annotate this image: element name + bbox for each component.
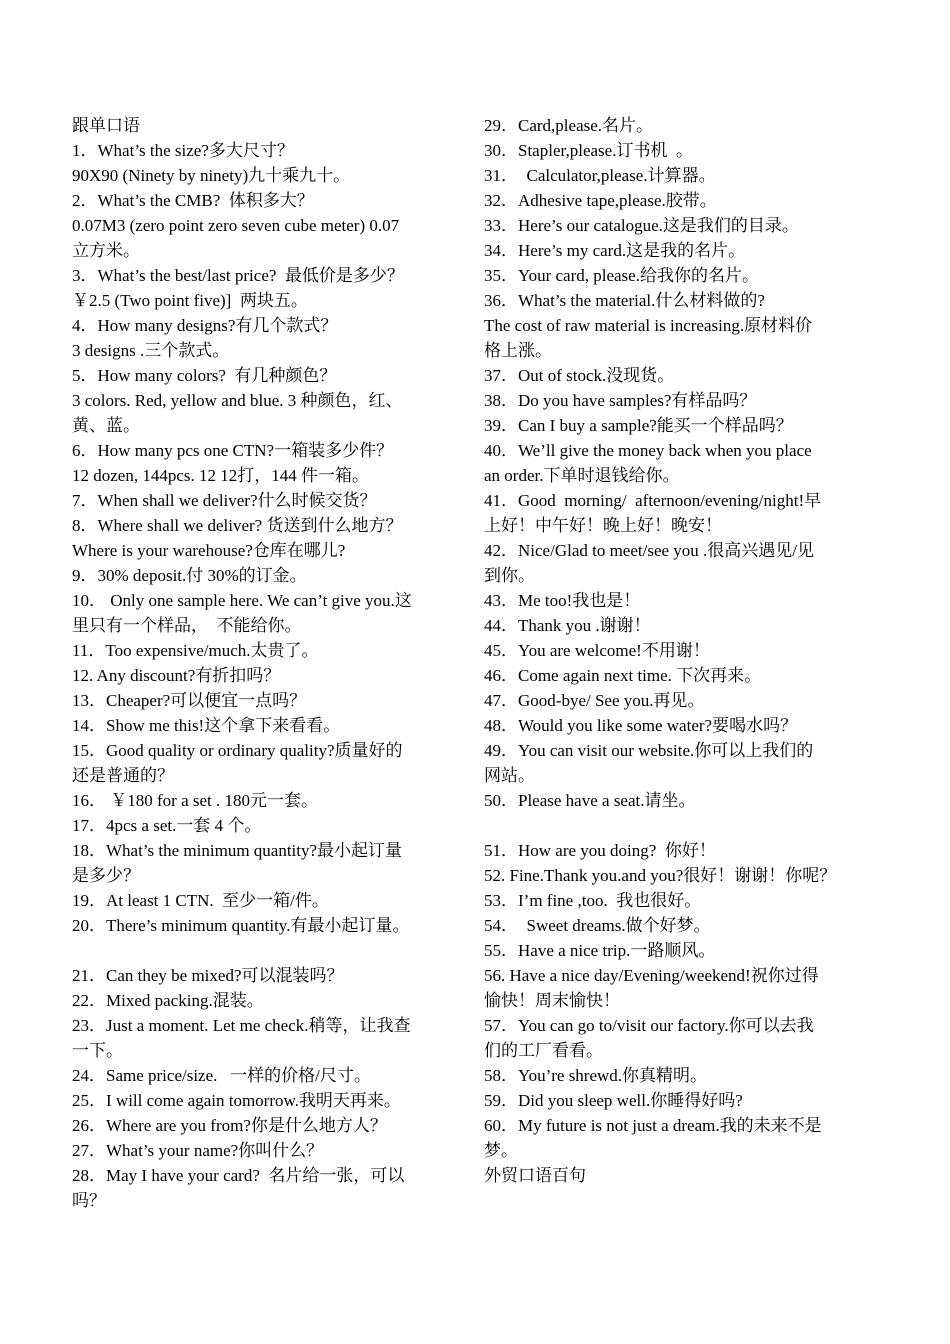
- right-column-line: 48．Would you like some water?要喝水吗？: [484, 716, 798, 735]
- right-column-line: 52. Fine.Thank you.and you?很好！谢谢！你呢？: [484, 866, 837, 885]
- left-column-line: 22．Mixed packing.混装。: [72, 991, 264, 1010]
- right-column-line: 56. Have a nice day/Evening/weekend!祝你过得: [484, 966, 819, 985]
- right-column-line: 37．Out of stock.没现货。: [484, 366, 675, 385]
- left-column-line: 吗？: [72, 1191, 106, 1210]
- left-column-line: 10． Only one sample here. We can’t give you.这: [72, 591, 412, 610]
- right-column-line: 愉快！周末愉快！: [484, 991, 620, 1010]
- right-column-line: 35．Your card, please.给我你的名片。: [484, 266, 759, 285]
- left-column-line: 4．How many designs?有几个款式？: [72, 316, 338, 335]
- right-column-line: 58．You’re shrewd.你真精明。: [484, 1066, 708, 1085]
- right-column-line: 29．Card,please.名片。: [484, 116, 654, 135]
- left-column-line: 3 designs .三个款式。: [72, 341, 230, 360]
- right-column-line: 41．Good morning/ afternoon/evening/night!早: [484, 491, 822, 510]
- right-column-line: 46．Come again next time. 下次再来。: [484, 666, 762, 685]
- left-column-line: 0.07M3 (zero point zero seven cube meter) 0.07: [72, 216, 400, 235]
- left-column-line: 24．Same price/size. 一样的价格/尺寸。: [72, 1066, 371, 1085]
- left-column-line: 12 dozen, 144pcs. 12 12打，144 件一箱。: [72, 466, 370, 485]
- left-column-line: [72, 938, 455, 963]
- left-column-line: 27．What’s your name?你叫什么？: [72, 1141, 324, 1160]
- left-column-line: 是多少？: [72, 866, 140, 885]
- right-column-line: 51．How are you doing? 你好！: [484, 841, 716, 860]
- right-column-line: 43．Me too!我也是！: [484, 591, 641, 610]
- right-column-line: 53．I’m fine ,too. 我也很好。: [484, 891, 702, 910]
- left-column-line: 19．At least 1 CTN. 至少一箱/件。: [72, 891, 329, 910]
- right-column-line: 60．My future is not just a dream.我的未来不是: [484, 1116, 822, 1135]
- left-column-line: 1．What’s the size?多大尺寸？: [72, 141, 294, 160]
- right-column-line: 32．Adhesive tape,please.胶带。: [484, 191, 717, 210]
- right-column-line: 格上涨。: [484, 341, 552, 360]
- left-column-line: 90X90 (Ninety by ninety)九十乘九十。: [72, 166, 351, 185]
- right-column-line: 57．You can go to/visit our factory.你可以去我: [484, 1016, 814, 1035]
- right-column-line: 38．Do you have samples?有样品吗？: [484, 391, 757, 410]
- right-column-line: 55．Have a nice trip.一路顺风。: [484, 941, 716, 960]
- left-column-line: 8．Where shall we deliver? 货送到什么地方？: [72, 516, 403, 535]
- right-column-line: 们的工厂看看。: [484, 1041, 603, 1060]
- right-column-line: 54． Sweet dreams.做个好梦。: [484, 916, 711, 935]
- right-column-line: 33．Here’s our catalogue.这是我们的目录。: [484, 216, 799, 235]
- right-column: [484, 113, 868, 1188]
- right-column-line: 31． Calculator,please.计算器。: [484, 166, 716, 185]
- left-column-line: 7．When shall we deliver?什么时候交货？: [72, 491, 377, 510]
- right-column-line: 49．You can visit our website.你可以上我们的: [484, 741, 814, 760]
- right-column-line: 45．You are welcome!不用谢！: [484, 641, 710, 660]
- left-column-line: 13．Cheaper?可以便宜一点吗？: [72, 691, 307, 710]
- right-column-line: 40．We’ll give the money back when you place: [484, 441, 812, 460]
- left-column-line: 20．There’s minimum quantity.有最小起订量。: [72, 916, 410, 935]
- left-column-line: 14．Show me this!这个拿下来看看。: [72, 716, 341, 735]
- left-column-line: Where is your warehouse?仓库在哪儿?: [72, 541, 346, 560]
- right-column-line: The cost of raw material is increasing.原材料价: [484, 316, 813, 335]
- right-column-line: 47．Good-bye/ See you.再见。: [484, 691, 705, 710]
- left-column-line: 12. Any discount?有折扣吗？: [72, 666, 281, 685]
- left-column-line: 2．What’s the CMB? 体积多大？: [72, 191, 314, 210]
- left-column-line: 15．Good quality or ordinary quality?质量好的: [72, 741, 403, 760]
- right-column-line: 30．Stapler,please.订书机 。: [484, 141, 693, 160]
- left-column-line: 23．Just a moment. Let me check.稍等，让我查: [72, 1016, 411, 1035]
- left-column-line: 6．How many pcs one CTN?一箱装多少件？: [72, 441, 394, 460]
- left-column-line: 立方米。: [72, 241, 140, 260]
- left-column-line: 跟单口语: [72, 116, 140, 135]
- left-column-line: 3 colors. Red, yellow and blue. 3 种颜色，红、: [72, 391, 403, 410]
- right-column-line: 到你。: [484, 566, 535, 585]
- right-column-line: 39．Can I buy a sample?能买一个样品吗？: [484, 416, 793, 435]
- left-column-line: 5．How many colors? 有几种颜色？: [72, 366, 337, 385]
- left-column-line: 17．4pcs a set.一套 4 个。: [72, 816, 262, 835]
- left-column-line: 里只有一个样品， 不能给你。: [72, 616, 302, 635]
- left-column-line: 黄、蓝。: [72, 416, 140, 435]
- right-column-line: 网站。: [484, 766, 535, 785]
- left-column-line: 16． ￥180 for a set . 180元一套。: [72, 791, 319, 810]
- right-column-line: 36．What’s the material.什么材料做的?: [484, 291, 765, 310]
- left-column-line: 11．Too expensive/much.太贵了。: [72, 641, 319, 660]
- right-column-line: 梦。: [484, 1141, 518, 1160]
- right-column-line: 上好！中午好！晚上好！晚安！: [484, 516, 722, 535]
- left-column-line: 9．30% deposit.付 30%的订金。: [72, 566, 307, 585]
- left-column-line: 18．What’s the minimum quantity?最小起订量: [72, 841, 403, 860]
- left-column-line: 25．I will come again tomorrow.我明天再来。: [72, 1091, 401, 1110]
- right-column-line: 50．Please have a seat.请坐。: [484, 791, 696, 810]
- left-column-line: 26．Where are you from?你是什么地方人？: [72, 1116, 387, 1135]
- left-column-line: 一下。: [72, 1041, 123, 1060]
- right-column-line: 59．Did you sleep well.你睡得好吗?: [484, 1091, 743, 1110]
- right-column-line: 42．Nice/Glad to meet/see you .很高兴遇见/见: [484, 541, 815, 560]
- right-column-line: 外贸口语百句: [484, 1166, 586, 1185]
- right-column-line: an order.下单时退钱给你。: [484, 466, 680, 485]
- right-column-line: [484, 813, 868, 838]
- left-column-line: ￥2.5 (Two point five)] 两块五。: [72, 291, 308, 310]
- left-column-line: 21．Can they be mixed?可以混装吗？: [72, 966, 344, 985]
- left-column-line: 28．May I have your card? 名片给一张，可以: [72, 1166, 405, 1185]
- right-column-line: 44．Thank you .谢谢！: [484, 616, 651, 635]
- left-column-line: 还是普通的？: [72, 766, 174, 785]
- right-column-line: 34．Here’s my card.这是我的名片。: [484, 241, 746, 260]
- left-column: [72, 113, 455, 1213]
- left-column-line: 3．What’s the best/last price? 最低价是多少？: [72, 266, 404, 285]
